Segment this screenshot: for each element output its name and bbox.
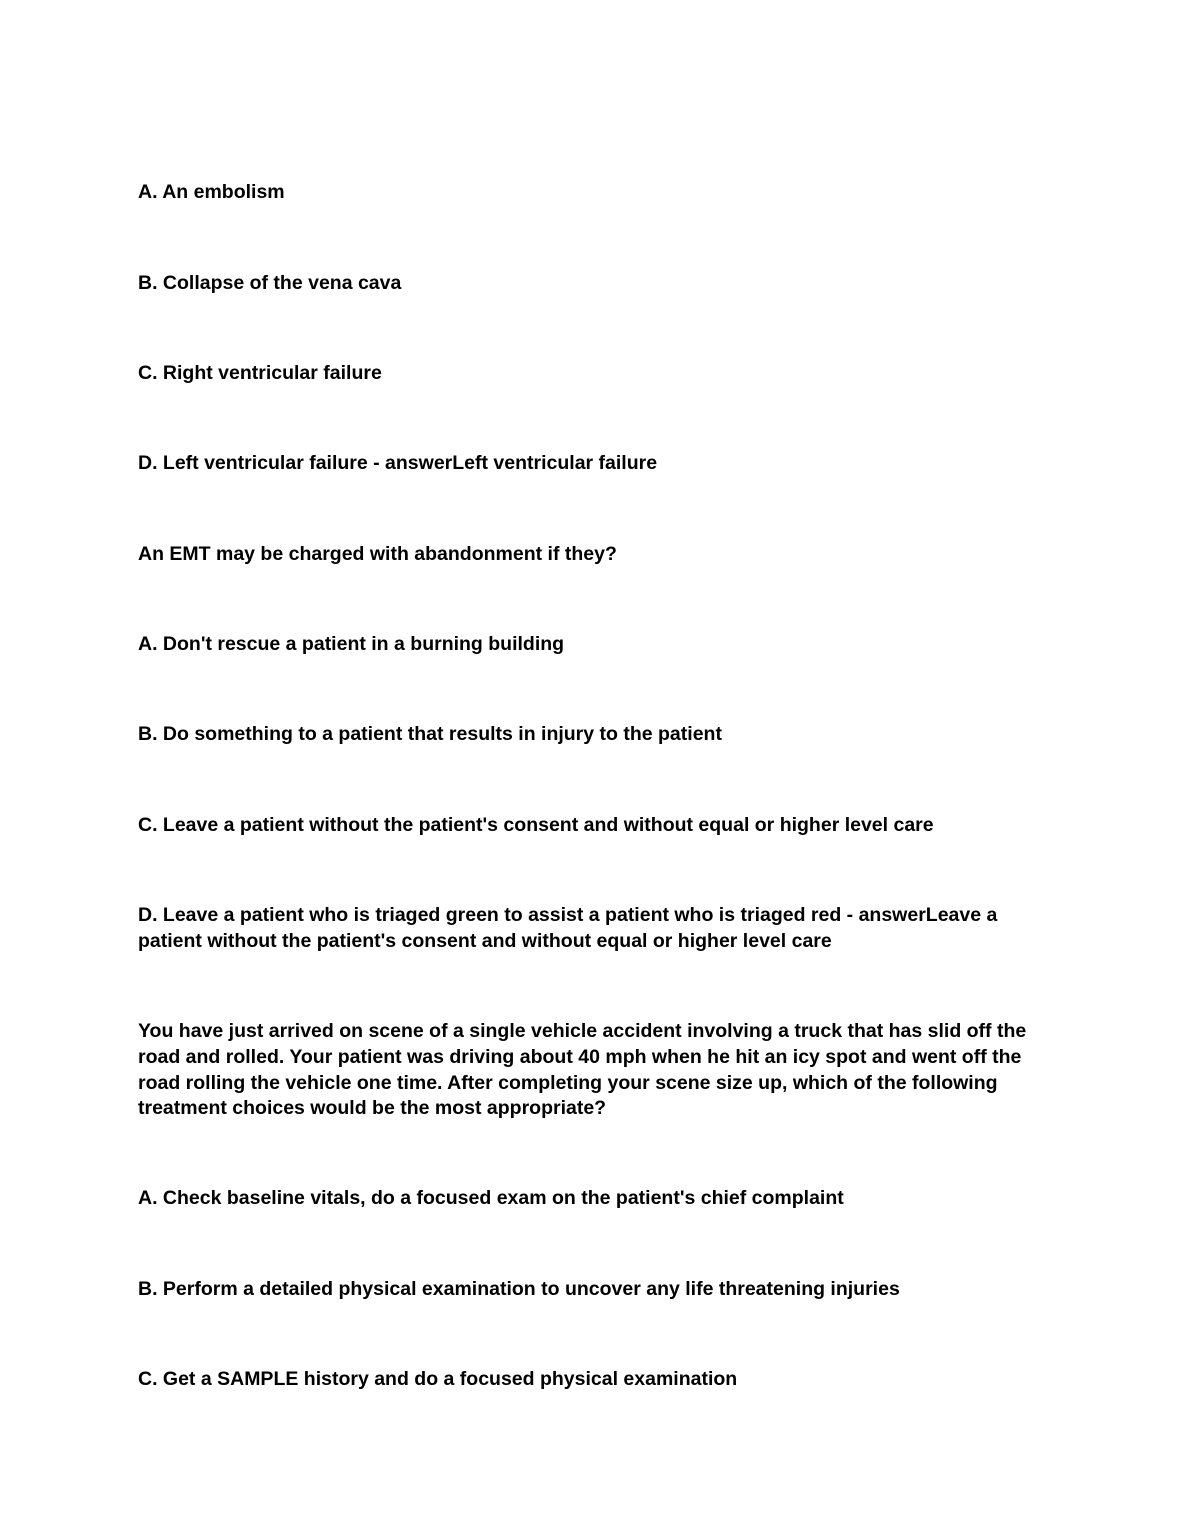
answer-option-a-baseline-vitals: A. Check baseline vitals, do a focused exam on the patient's chief complaint: [138, 1187, 844, 1209]
answer-option-c-sample-history: C. Get a SAMPLE history and do a focused physical examination: [138, 1368, 738, 1390]
answer-option-c-leave-patient: C. Leave a patient without the patient's consent and without equal or higher level care: [138, 814, 934, 836]
question-abandonment: An EMT may be charged with abandonment if they?: [138, 543, 617, 565]
answer-option-b-detailed-exam: B. Perform a detailed physical examination to uncover any life threatening injuries: [138, 1278, 900, 1300]
answer-option-a-embolism: A. An embolism: [138, 181, 285, 203]
question-vehicle-accident: You have just arrived on scene of a single vehicle accident involving a truck that has slid off the road and rolled. Your patient was driving about 40 mph when he hit an icy spot and went off the road rolling the vehicle one time. After completing your scene size up, which of the following treatment choices would be the most appropriate?: [138, 1020, 1027, 1120]
answer-option-d-left-ventricular: D. Left ventricular failure - answerLeft ventricular failure: [138, 452, 658, 474]
answer-option-b-injury: B. Do something to a patient that results in injury to the patient: [138, 723, 722, 745]
answer-option-b-vena-cava: B. Collapse of the vena cava: [138, 272, 402, 294]
answer-option-d-triage: D. Leave a patient who is triaged green to assist a patient who is triaged red - answerLeave a patient without the patient's consent and without equal or higher level care: [138, 904, 998, 952]
answer-option-a-burning-building: A. Don't rescue a patient in a burning building: [138, 633, 565, 655]
answer-option-c-right-ventricular: C. Right ventricular failure: [138, 362, 382, 384]
